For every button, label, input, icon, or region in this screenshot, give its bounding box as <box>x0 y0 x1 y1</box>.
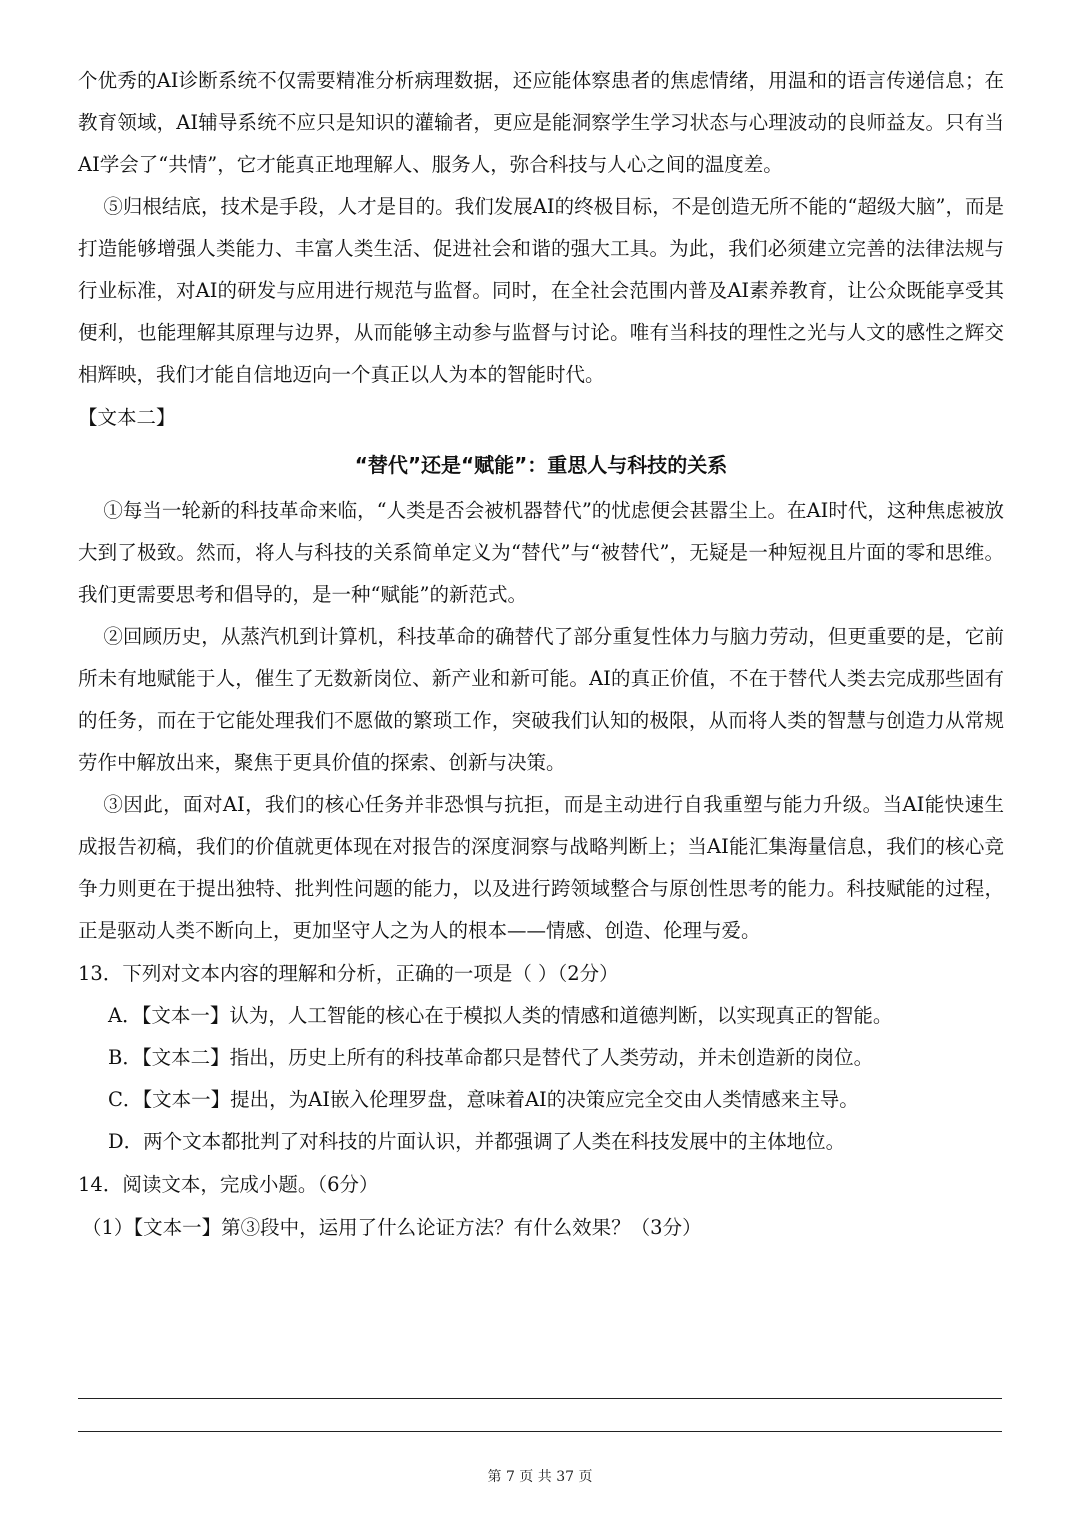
text2-paragraph-2: ②回顾历史，从蒸汽机到计算机，科技革命的确替代了部分重复性体力与脑力劳动，但更重要的是，它前所未有地赋能于人，催生了无数新岗位、新产业和新可能。AI的真正价值，不在于替代人类去完成那些固有的任务，而在于它能处理我们不愿做的繁琐工作，突破我们认知的极限，从而将人类的智慧与创造力从常规劳作中解放出来，聚焦于更具价值的探索、创新与决策。 <box>78 625 1004 774</box>
text2-title: “替代”还是“赋能”：重思人与科技的关系 <box>354 453 728 477</box>
text1-paragraph-4-tail: 个优秀的AI诊断系统不仅需要精准分析病理数据，还应能体察患者的焦虑情绪，用温和的语言传递信息；在教育领域，AI辅导系统不应只是知识的灌输者，更应是能洞察学生学习状态与心理波动的良师益友。只有当AI学会了“共情”，它才能真正地理解人、服务人，弥合科技与人心之间的温度差。 <box>78 69 1004 176</box>
question-13-option-c: C．【文本一】提出，为AI嵌入伦理罗盘，意味着AI的决策应完全交由人类情感来主导。 <box>108 1088 859 1111</box>
question-13-option-d: D．两个文本都批判了对科技的片面认识，并都强调了人类在科技发展中的主体地位。 <box>108 1130 846 1153</box>
text1-paragraph-5: ⑤归根结底，技术是手段，人才是目的。我们发展AI的终极目标，不是创造无所不能的“超级大脑”，而是打造能够增强人类能力、丰富人类生活、促进社会和谐的强大工具。为此，我们必须建立完善的法律法规与行业标准，对AI的研发与应用进行规范与监督。同时，在全社会范围内普及AI素养教育，让公众既能享受其便利，也能理解其原理与边界，从而能够主动参与监督与讨论。唯有当科技的理性之光与人文的感性之辉交相辉映，我们才能自信地迈向一个真正以人为本的智能时代。 <box>78 195 1004 386</box>
question-13-option-a: A．【文本一】认为，人工智能的核心在于模拟人类的情感和道德判断，以实现真正的智能。 <box>108 1004 893 1027</box>
question-14-stem: 14．阅读文本，完成小题。（6分） <box>78 1173 379 1196</box>
answer-line-2 <box>78 1431 1002 1432</box>
text2-paragraph-1: ①每当一轮新的科技革命来临，“人类是否会被机器替代”的忧虑便会甚嚣尘上。在AI时代，这种焦虑被放大到了极致。然而，将人与科技的关系简单定义为“替代”与“被替代”，无疑是一种短视且片面的零和思维。我们更需要思考和倡导的，是一种“赋能”的新范式。 <box>78 499 1004 606</box>
question-13-stem: 13．下列对文本内容的理解和分析，正确的一项是（ ）（2分） <box>78 962 619 985</box>
answer-line-1 <box>78 1398 1002 1399</box>
page-content <box>78 60 1004 1249</box>
text2-paragraph-3: ③因此，面对AI，我们的核心任务并非恐惧与抗拒，而是主动进行自我重塑与能力升级。当AI能快速生成报告初稿，我们的价值就更体现在对报告的深度洞察与战略判断上；当AI能汇集海量信息，我们的核心竞争力则更在于提出独特、批判性问题的能力，以及进行跨领域整合与原创性思考的能力。科技赋能的过程，正是驱动人类不断向上，更加坚守人之为人的根本——情感、创造、伦理与爱。 <box>78 793 1004 942</box>
page-footer: 第 7 页 共 37 页 <box>487 1469 593 1485</box>
text2-label: 【文本二】 <box>78 406 176 429</box>
question-14-sub-1: （1）【文本一】第③段中，运用了什么论证方法？有什么效果？（3分） <box>82 1216 702 1239</box>
question-13-option-b: B．【文本二】指出，历史上所有的科技革命都只是替代了人类劳动，并未创造新的岗位。 <box>108 1046 874 1069</box>
